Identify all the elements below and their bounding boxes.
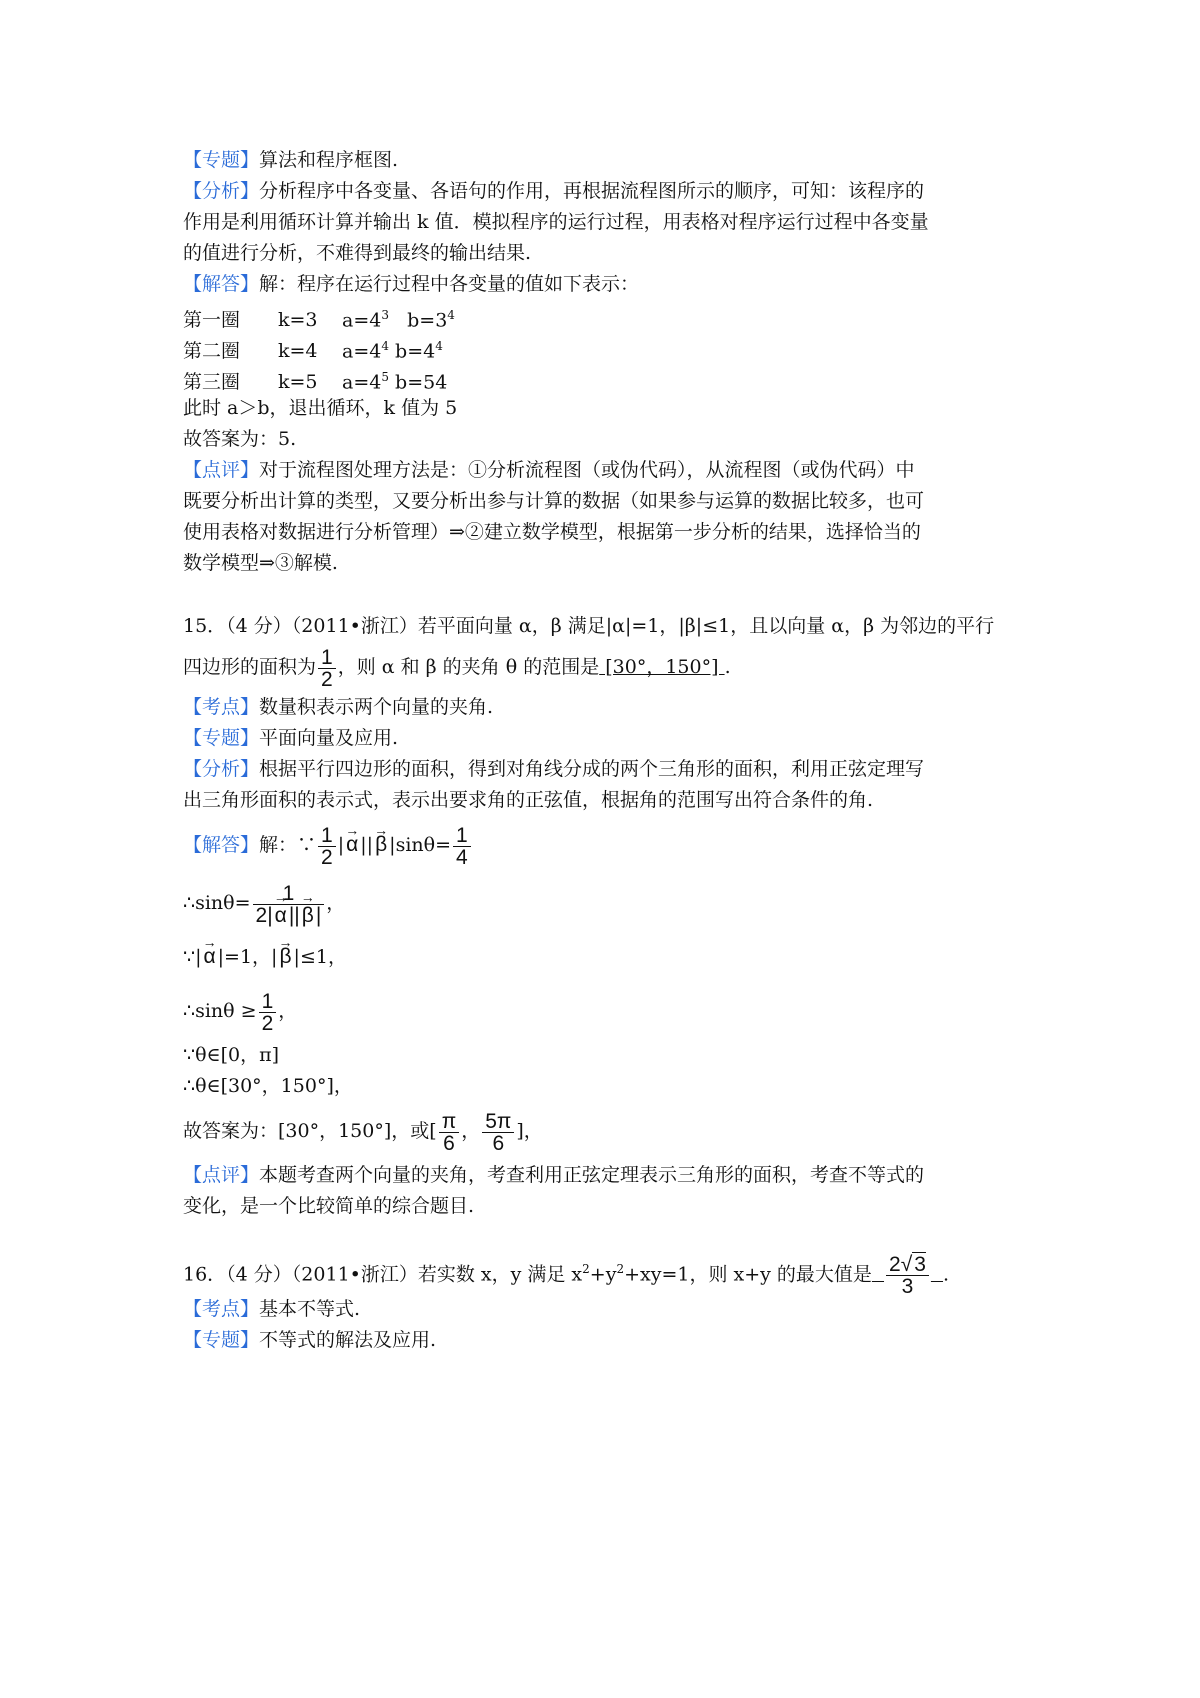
spacer <box>183 1222 1023 1244</box>
dianping-line: 【点评】对于流程图处理方法是：①分析流程图（或伪代码），从流程图（或伪代码）中 <box>183 459 915 481</box>
q16-stem: 16．（4 分）（2011•浙江）若实数 x，y 满足 $x^2+y^2+xy=1$，则 x+y 的最大值是 $\frac{2√3}{3}$ . <box>183 1252 950 1298</box>
dianping-line-4: 数学模型⇒③解模. <box>183 552 338 574</box>
zhuanti-tag: 【专题】 <box>183 727 260 749</box>
kaodian-line: 【考点】基本不等式. <box>183 1298 361 1320</box>
jieda-step-1: 【解答】解：∵ $\frac{1}{2}$ |→ α ||→ β |sinθ= $\frac{1}{4}$ <box>183 816 1023 874</box>
document-page <box>183 145 1023 1356</box>
jieda-tag: 【解答】 <box>183 834 260 856</box>
fenxi-tag: 【分析】 <box>183 180 260 202</box>
fenxi-line-2: 出三角形面积的表示式，表示出要求角的正弦值，根据角的范围写出符合条件的角. <box>183 789 874 811</box>
dianping-line-2: 既要分析出计算的类型，又要分析出参与计算的数据（如果参与运算的数据比较多，也可 <box>183 490 925 512</box>
dianping-line: 【点评】本题考查两个向量的夹角，考查利用正弦定理表示三角形的面积，考查不等式的 <box>183 1164 925 1186</box>
exit-line: 此时 a＞b，退出循环，k 值为 5 <box>183 397 458 419</box>
q16-answer: $\frac{2√3}{3}$ <box>872 1263 943 1285</box>
spacer <box>183 579 1023 611</box>
zhuanti-tag: 【专题】 <box>183 149 260 171</box>
fenxi-line-2: 作用是利用循环计算并输出 k 值．模拟程序的运行过程，用表格对程序运行过程中各变量 <box>183 211 929 233</box>
jieda-step-2: ∴sinθ= $\frac{1}{2|\to \alpha||\to \beta|}$ ， <box>183 874 1023 932</box>
jieda-line: 【解答】解：程序在运行过程中各变量的值如下表示： <box>183 273 640 295</box>
dianping-line-2: 变化，是一个比较简单的综合题目. <box>183 1195 475 1217</box>
jieda-step-6: ∴θ∈[30°，150°]， <box>183 1075 353 1097</box>
jieda-step-3: ∵|→ α |=1，|→ β |≤1， <box>183 932 1023 982</box>
q15-answer-line: 故答案为：[30°，150°]，或[ $\frac{\pi}{6}$ ， $\frac{5\pi}{6}$ ]， <box>183 1109 543 1155</box>
q15-stem-2: 四边形的面积为 $\frac{1}{2}$ ，则 α 和 β 的夹角 θ 的范围是 [30°，150°] . <box>183 645 731 691</box>
loop-row: 第二圈 k=4 $a=4^4$ $b=4^4$ <box>183 339 443 363</box>
jieda-step-5: ∵θ∈[0，π] <box>183 1044 279 1066</box>
dianping-line-3: 使用表格对数据进行分析管理）⇒②建立数学模型，根据第一步分析的结果，选择恰当的 <box>183 521 921 543</box>
kaodian-line: 【考点】数量积表示两个向量的夹角. <box>183 696 494 718</box>
q15-stem-1: 15．（4 分）（2011•浙江）若平面向量 α，β 满足|α|=1，|β|≤1，且以向量 α，β 为邻边的平行 <box>183 615 995 637</box>
zhuanti-line: 【专题】不等式的解法及应用. <box>183 1329 437 1351</box>
half-fraction: $\frac{1}{2}$ <box>318 647 336 690</box>
fenxi-line: 【分析】根据平行四边形的面积，得到对角线分成的两个三角形的面积，利用正弦定理写 <box>183 758 925 780</box>
fenxi-line: 【分析】分析程序中各变量、各语句的作用，再根据流程图所示的顺序，可知：该程序的 <box>183 180 925 202</box>
kaodian-tag: 【考点】 <box>183 1298 260 1320</box>
dianping-tag: 【点评】 <box>183 1164 260 1186</box>
kaodian-tag: 【考点】 <box>183 696 260 718</box>
fenxi-tag: 【分析】 <box>183 758 260 780</box>
beta-vector: → β <box>373 816 389 874</box>
jieda-tag: 【解答】 <box>183 273 260 295</box>
jieda-step-4: ∴sinθ ≥ $\frac{1}{2}$ ， <box>183 989 298 1035</box>
answer-line: 故答案为：5. <box>183 428 297 450</box>
loop-row: 第一圈 k=3 $a=4^3$ $b=3^4$ <box>183 308 455 332</box>
dianping-tag: 【点评】 <box>183 459 260 481</box>
loop-row: 第三圈 k=5 $a=4^5$ b=54 <box>183 370 448 394</box>
zhuanti-line: 【专题】平面向量及应用. <box>183 727 399 749</box>
zhuanti-line: 【专题】算法和程序框图. <box>183 149 399 171</box>
zhuanti-tag: 【专题】 <box>183 1329 260 1351</box>
fenxi-line-3: 的值进行分析，不难得到最终的输出结果. <box>183 242 532 264</box>
q15-answer: [30°，150°] <box>599 656 725 678</box>
alpha-vector: → α <box>344 816 360 874</box>
